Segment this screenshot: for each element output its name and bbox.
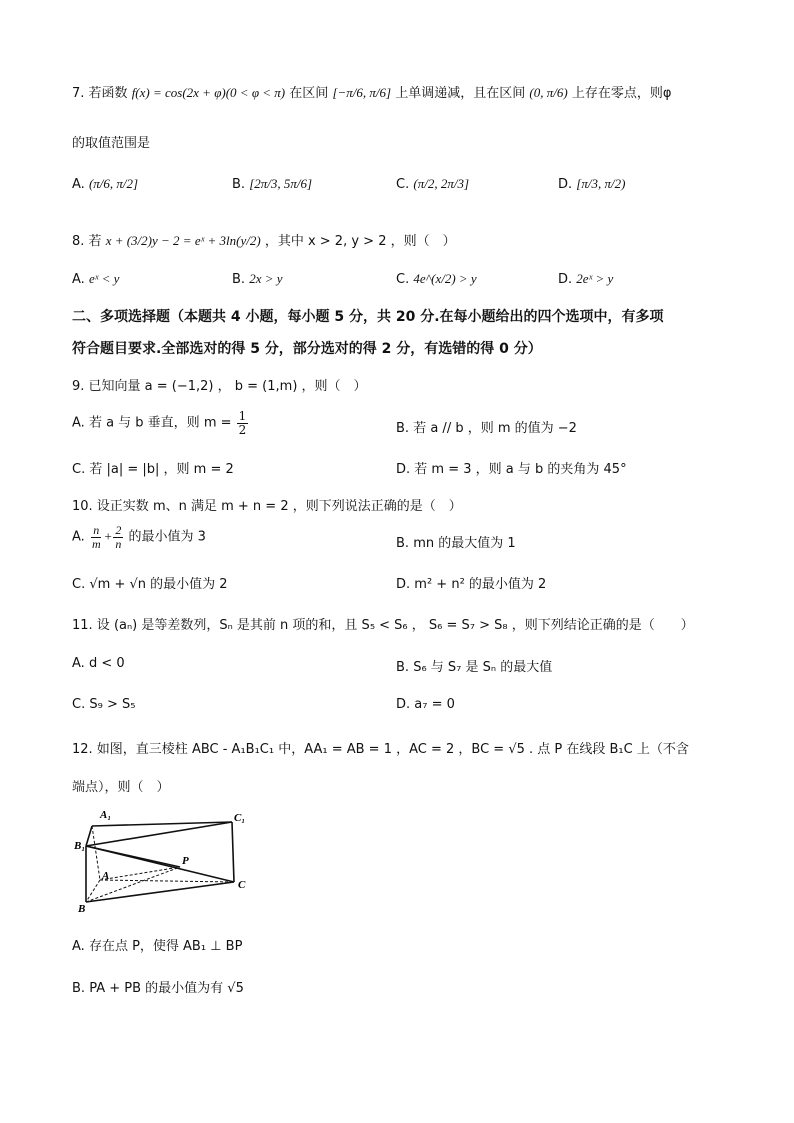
figure-label-p: P (182, 855, 189, 867)
q11-option-a: A. d < 0 (72, 656, 125, 671)
q8-condition: ，其中 x > 2, y > 2 ，则（ ） (264, 234, 456, 249)
q7-option-a: A. (π/6, π/2] (72, 176, 139, 192)
q7-func: f(x) = cos(2x + φ)(0 < φ < π) (131, 85, 286, 100)
q10-option-d: D. m² + n² 的最小值为 2 (396, 577, 547, 592)
q11-option-c: C. S₉ > S₅ (72, 697, 136, 712)
q11-option-d: D. a₇ = 0 (396, 697, 455, 712)
q10-fraction-1: $\frac{n}{m}$ (91, 523, 101, 551)
q8-option-c: C. 4e^(x/2) > y (396, 271, 477, 287)
figure-label-b1: B₁ (74, 840, 86, 852)
q9-option-b: B. 若 a // b ，则 m 的值为 −2 (396, 421, 577, 436)
q8-option-d: D. 2eˣ > y (558, 271, 614, 287)
figure-label-c: C (238, 879, 246, 891)
q7-middle2: 上单调递减，且在区间 (395, 86, 526, 101)
figure-label-c1: C₁ (234, 812, 246, 824)
figure-label-a: A (102, 870, 110, 882)
q10-option-b: B. mn 的最大值为 1 (396, 536, 516, 551)
q9-option-a-fraction: $\frac{1}{2}$ (238, 409, 247, 437)
section-heading-line2: 符合题目要求.全部选对的得 5 分，部分选对的得 2 分，有选错的得 0 分） (72, 341, 542, 357)
q7-option-b-value: [2π/3, 5π/6] (249, 176, 313, 191)
q7-option-a-value: (π/6, π/2] (88, 176, 139, 191)
q11-stem: 11. 设 (aₙ) 是等差数列，Sₙ 是其前 n 项的和，且 S₅ < S₆ ， S₆ = S₇ > S₈ ，则下列结论正确的是（ ） (72, 618, 694, 633)
q9-stem: 9. 已知向量 a = (−1,2) ， b = (1,m) ，则（ ） (72, 379, 367, 394)
q12-stem-line2: 端点），则（ ） (72, 780, 170, 795)
section-heading-line1: 二、多项选择题（本题共 4 小题，每小题 5 分，共 20 分.在每小题给出的四个选项中，有多项 (72, 309, 664, 325)
q7-option-c-value: (π/2, 2π/3] (413, 176, 469, 191)
q9-option-a: A. 若 a 与 b 垂直，则 m = $\frac{1}{2}$ (72, 409, 247, 437)
q7-interval2: (0, π/6) (529, 85, 568, 100)
q7-option-c: C. (π/2, 2π/3] (396, 176, 469, 192)
figure-label-b: B (78, 903, 86, 915)
q12-option-b: B. PA + PB 的最小值为有 √5 (72, 981, 244, 996)
q7-stem (72, 82, 671, 101)
q9-option-c: C. 若 |a| = |b| ，则 m = 2 (72, 462, 234, 477)
q7-option-d-value: [π/3, π/2) (576, 176, 626, 191)
q10-stem: 10. 设正实数 m、n 满足 m + n = 2 ，则下列说法正确的是（ ） (72, 499, 462, 514)
q7-middle1: 在区间 (289, 86, 329, 101)
q7-stem-line2: 的取值范围是 (72, 136, 151, 151)
q10-option-c: C. √m + √n 的最小值为 2 (72, 577, 228, 592)
q7-option-b: B. [2π/3, 5π/6] (232, 176, 313, 192)
q8-option-b: B. 2x > y (232, 271, 283, 287)
q12-option-a: A. 存在点 P，使得 AB₁ ⊥ BP (72, 939, 243, 954)
q8-stem: 8. 若 x + (3/2)y − 2 = eˣ + 3ln(y/2) ，其中 x > 2, y > 2 ，则（ ） (72, 233, 456, 249)
q12-prism-figure (72, 806, 262, 916)
q8-expr: x + (3/2)y − 2 = eˣ + 3ln(y/2) (105, 233, 261, 248)
q9-option-d: D. 若 m = 3 ，则 a 与 b 的夹角为 45° (396, 462, 627, 477)
q10-option-a: A. $\frac{n}{m}$ + $\frac{2}{n}$ 的最小值为 3 (72, 523, 206, 551)
q7-suffix: 上存在零点，则φ (571, 86, 672, 101)
q10-fraction-2: $\frac{2}{n}$ (115, 523, 122, 551)
q12-stem-line1: 12. 如图，直三棱柱 ABC - A₁B₁C₁ 中，AA₁ = AB = 1 ，AC = 2 ，BC = √5 . 点 P 在线段 B₁C 上（不含 (72, 742, 689, 757)
q7-option-d: D. [π/3, π/2) (558, 176, 626, 192)
q11-option-b: B. S₆ 与 S₇ 是 Sₙ 的最大值 (396, 660, 553, 675)
q7-prefix: 7. 若函数 (72, 86, 128, 101)
q8-option-a: A. eˣ < y (72, 271, 120, 287)
q7-interval1: [−π/6, π/6] (332, 85, 392, 100)
figure-label-a1: A₁ (100, 809, 112, 821)
